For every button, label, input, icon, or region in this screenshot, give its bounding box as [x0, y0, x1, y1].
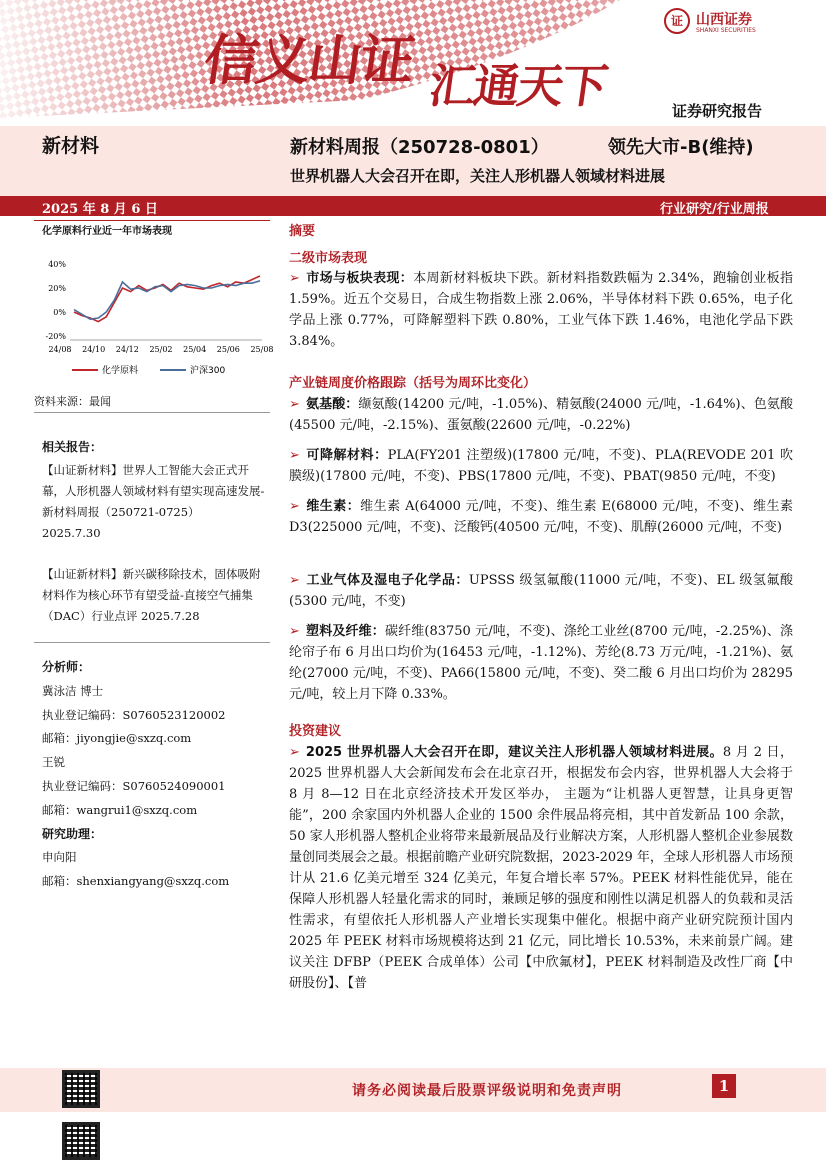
chart-title: 化学原料行业近一年市场表现: [42, 226, 172, 237]
analyst-info: [42, 656, 229, 894]
chart-series: [74, 276, 260, 322]
related-reports-title: 相关报告：: [42, 440, 103, 454]
bullet-arrow-icon: ➢: [289, 271, 300, 286]
para-text: 维生素 A(64000 元/吨，不变)、维生素 E(68000 元/吨，不变)、维生素 D3(225000 元/吨，不变)、泛酸钙(40500 元/吨，不变)、肌醇(26000 元/吨，不变): [289, 499, 793, 535]
para-keyword: 可降解材料：: [305, 448, 388, 463]
x-tick-label: 25/02: [149, 345, 173, 354]
related-report-text: 【山证新材料】新兴碳移除技术，固体吸附材料作为核心环节有望受益-直接空气捕集（DAC）行业点评: [42, 567, 261, 623]
related-report-text: 【山证新材料】世界人工智能大会正式开幕，人形机器人领域材料有望实现高速发展-新材料周报（250721-0725）: [42, 463, 265, 519]
qr-code-icon: [62, 1122, 100, 1160]
date-bar: [0, 196, 826, 216]
para-keyword: 维生素：: [305, 499, 361, 514]
report-headline: 世界机器人大会召开在即，关注人形机器人领域材料进展: [290, 167, 666, 185]
para-text: 本周新材料板块下跌。新材料指数跌幅为 2.34%，跑输创业板指 1.59%。近五个交易日，合成生物指数上涨 2.06%，半导体材料下跌 0.65%，电子化学品上涨 0.77%，可降解塑料下跌 0.80%，工业气体下跌 1.46%，电池化学品下跌 3.84%。: [289, 271, 793, 349]
degradable-para: [289, 445, 793, 487]
logo-text-cn: 山西证券: [696, 12, 752, 28]
bullet-arrow-icon: ➢: [289, 745, 300, 760]
header-banner: [0, 0, 826, 128]
analyst-email[interactable]: 邮箱：jiyongjie@sxzq.com: [42, 731, 192, 746]
para-keyword: 2025 世界机器人大会召开在即，建议关注人形机器人领域材料进展。: [305, 745, 723, 760]
chart-source: 资料来源：最闻: [34, 395, 111, 408]
page-number: 1: [712, 1074, 736, 1098]
para-keyword: 工业气体及湿电子化学品：: [305, 573, 469, 588]
x-tick-label: 25/04: [183, 345, 207, 354]
para-text: UPSSS 级氢氟酸(11000 元/吨，不变)、EL 级氢氟酸(5300 元/吨，不变): [289, 573, 793, 609]
investment-title: 投资建议: [289, 724, 342, 739]
report-category: 行业研究/行业周报: [660, 202, 769, 217]
sidebar-divider: [34, 412, 270, 413]
x-tick-label: 25/08: [250, 345, 274, 354]
bullet-arrow-icon: ➢: [289, 573, 300, 588]
x-axis: [48, 345, 273, 354]
x-tick-label: 24/10: [82, 345, 106, 354]
para-text: PLA(FY201 注塑级)(17800 元/吨，不变)、PLA(REVODE 201 吹膜级)(17800 元/吨，不变)、PBS(17800 元/吨，不变)、PBAT(9850 元/吨，不变): [289, 448, 793, 484]
y-tick-label: -20%: [45, 332, 66, 341]
industrial-gas-para: [289, 570, 793, 612]
sector-label: 新材料: [42, 135, 100, 157]
analyst-name: 王锐: [42, 755, 65, 770]
secondary-market-title: 二级市场表现: [289, 251, 368, 266]
summary-title: 摘要: [289, 224, 316, 239]
x-tick-label: 24/08: [48, 345, 72, 354]
related-report[interactable]: [42, 460, 268, 544]
price-tracking-title: 产业链周度价格跟踪（括号为周环比变化）: [289, 376, 537, 391]
x-tick-label: 25/06: [216, 345, 240, 354]
assistant-name: 申向阳: [42, 850, 77, 865]
chart-legend: [72, 364, 225, 376]
related-report-date: 2025.7.28: [140, 609, 200, 623]
investment-para: [289, 742, 793, 994]
y-tick-label: 20%: [48, 284, 66, 293]
logo-mark-icon: 证: [664, 8, 690, 34]
industry-rating: 领先大市-B(维持): [608, 137, 754, 158]
plastic-fiber-para: [289, 621, 793, 705]
logo-text-en: SHANXI SECURITIES: [696, 27, 756, 34]
qr-code-icon: [62, 1070, 100, 1108]
assistant-title: 研究助理：: [42, 826, 103, 841]
para-keyword: 市场与板块表现：: [305, 271, 414, 286]
legend-label: 沪深300: [190, 366, 226, 376]
related-report[interactable]: [42, 564, 268, 627]
slogan-part2: 汇通天下: [425, 59, 610, 113]
y-tick-label: 0%: [53, 308, 66, 317]
vitamin-para: [289, 496, 793, 538]
analyst-name: 冀泳洁 博士: [42, 683, 104, 698]
company-logo: [664, 8, 794, 38]
amino-acid-para: [289, 394, 793, 436]
report-title: 新材料周报（250728-0801）: [290, 137, 549, 158]
sidebar-divider: [34, 220, 270, 221]
footer-disclaimer[interactable]: 请务必阅读最后股票评级说明和免责声明: [352, 1083, 622, 1099]
para-text: 8 月 2 日，2025 世界机器人大会新闻发布会在北京召开，根据发布会内容，世界机器人大会将于 8 月 8—12 日在北京经济技术开发区举办， 主题为“让机器人更智慧，让具身更智能”，200 余家国内外机器人企业的 1500 余件展品将亮相，其中首发新品 100 余款，50 家人形机器人整机企业将带来最新展品及行业解决方案，人形机器人整机企业参展数量创同类展会之最。根据前瞻产业研究院数据，2023-2029 年，全球人形机器人市场预计从 21.6 亿美元增至 324 亿美元，年复合增长率 57%。PEEK 材料性能优异，能在保障人形机器人轻量化需求的同时，兼顾足够的强度和刚性以满足机器人的负载和灵活性需求，有望依托人形机器人产业增长实现集中催化。根据中商产业研究院预计国内 2025 年 PEEK 材料市场规模将达到 21 亿元，同比增长 10.53%，未来前景广阔。建议关注 DFBP（PEEK 合成单体）公司【中欣氟材】，PEEK 材料制造及改性厂商【中研股份】、【普: [289, 745, 793, 991]
sidebar-divider: [34, 642, 270, 643]
para-text: 缬氨酸(14200 元/吨，-1.05%)、精氨酸(24000 元/吨，-1.64%)、色氨酸(45500 元/吨，-2.15%)、蛋氨酸(22600 元/吨，-0.22%): [289, 397, 793, 433]
report-date: 2025 年 8 月 6 日: [42, 202, 158, 217]
y-tick-label: 40%: [48, 260, 66, 269]
market-performance-para: [289, 268, 793, 352]
y-axis: [46, 260, 262, 341]
x-tick-label: 24/12: [115, 345, 139, 354]
assistant-email[interactable]: 邮箱：shenxiangyang@sxzq.com: [42, 874, 230, 889]
para-text: 碳纤维(83750 元/吨，不变)、涤纶工业丝(8700 元/吨，-2.25%)、涤纶帘子布 6 月出口均价为(16453 元/吨，-1.12%)、芳纶(8.73 万元/吨，-1.21%)、氨纶(27000 元/吨，不变)、PA66(15800 元/吨，不变)、癸二酸 6 月出口均价为 28295 元/吨，较上月下降 0.33%。: [289, 624, 793, 702]
bullet-arrow-icon: ➢: [289, 499, 300, 514]
bullet-arrow-icon: ➢: [289, 448, 300, 463]
report-type: 证券研究报告: [672, 102, 763, 120]
slogan-part1: 信义山证: [200, 29, 417, 92]
analyst-email[interactable]: 邮箱：wangrui1@sxzq.com: [42, 802, 198, 817]
related-report-date: 2025.7.30: [42, 526, 101, 540]
para-keyword: 塑料及纤维：: [305, 624, 385, 639]
bullet-arrow-icon: ➢: [289, 397, 300, 412]
para-keyword: 氨基酸：: [305, 397, 359, 412]
legend-label: 化学原料: [102, 366, 139, 376]
analyst-registration: 执业登记编码：S0760524090001: [42, 778, 226, 793]
market-performance-chart: [34, 238, 274, 388]
analyst-registration: 执业登记编码：S0760523120002: [42, 707, 226, 722]
bullet-arrow-icon: ➢: [289, 624, 300, 639]
analyst-title: 分析师：: [42, 660, 91, 674]
